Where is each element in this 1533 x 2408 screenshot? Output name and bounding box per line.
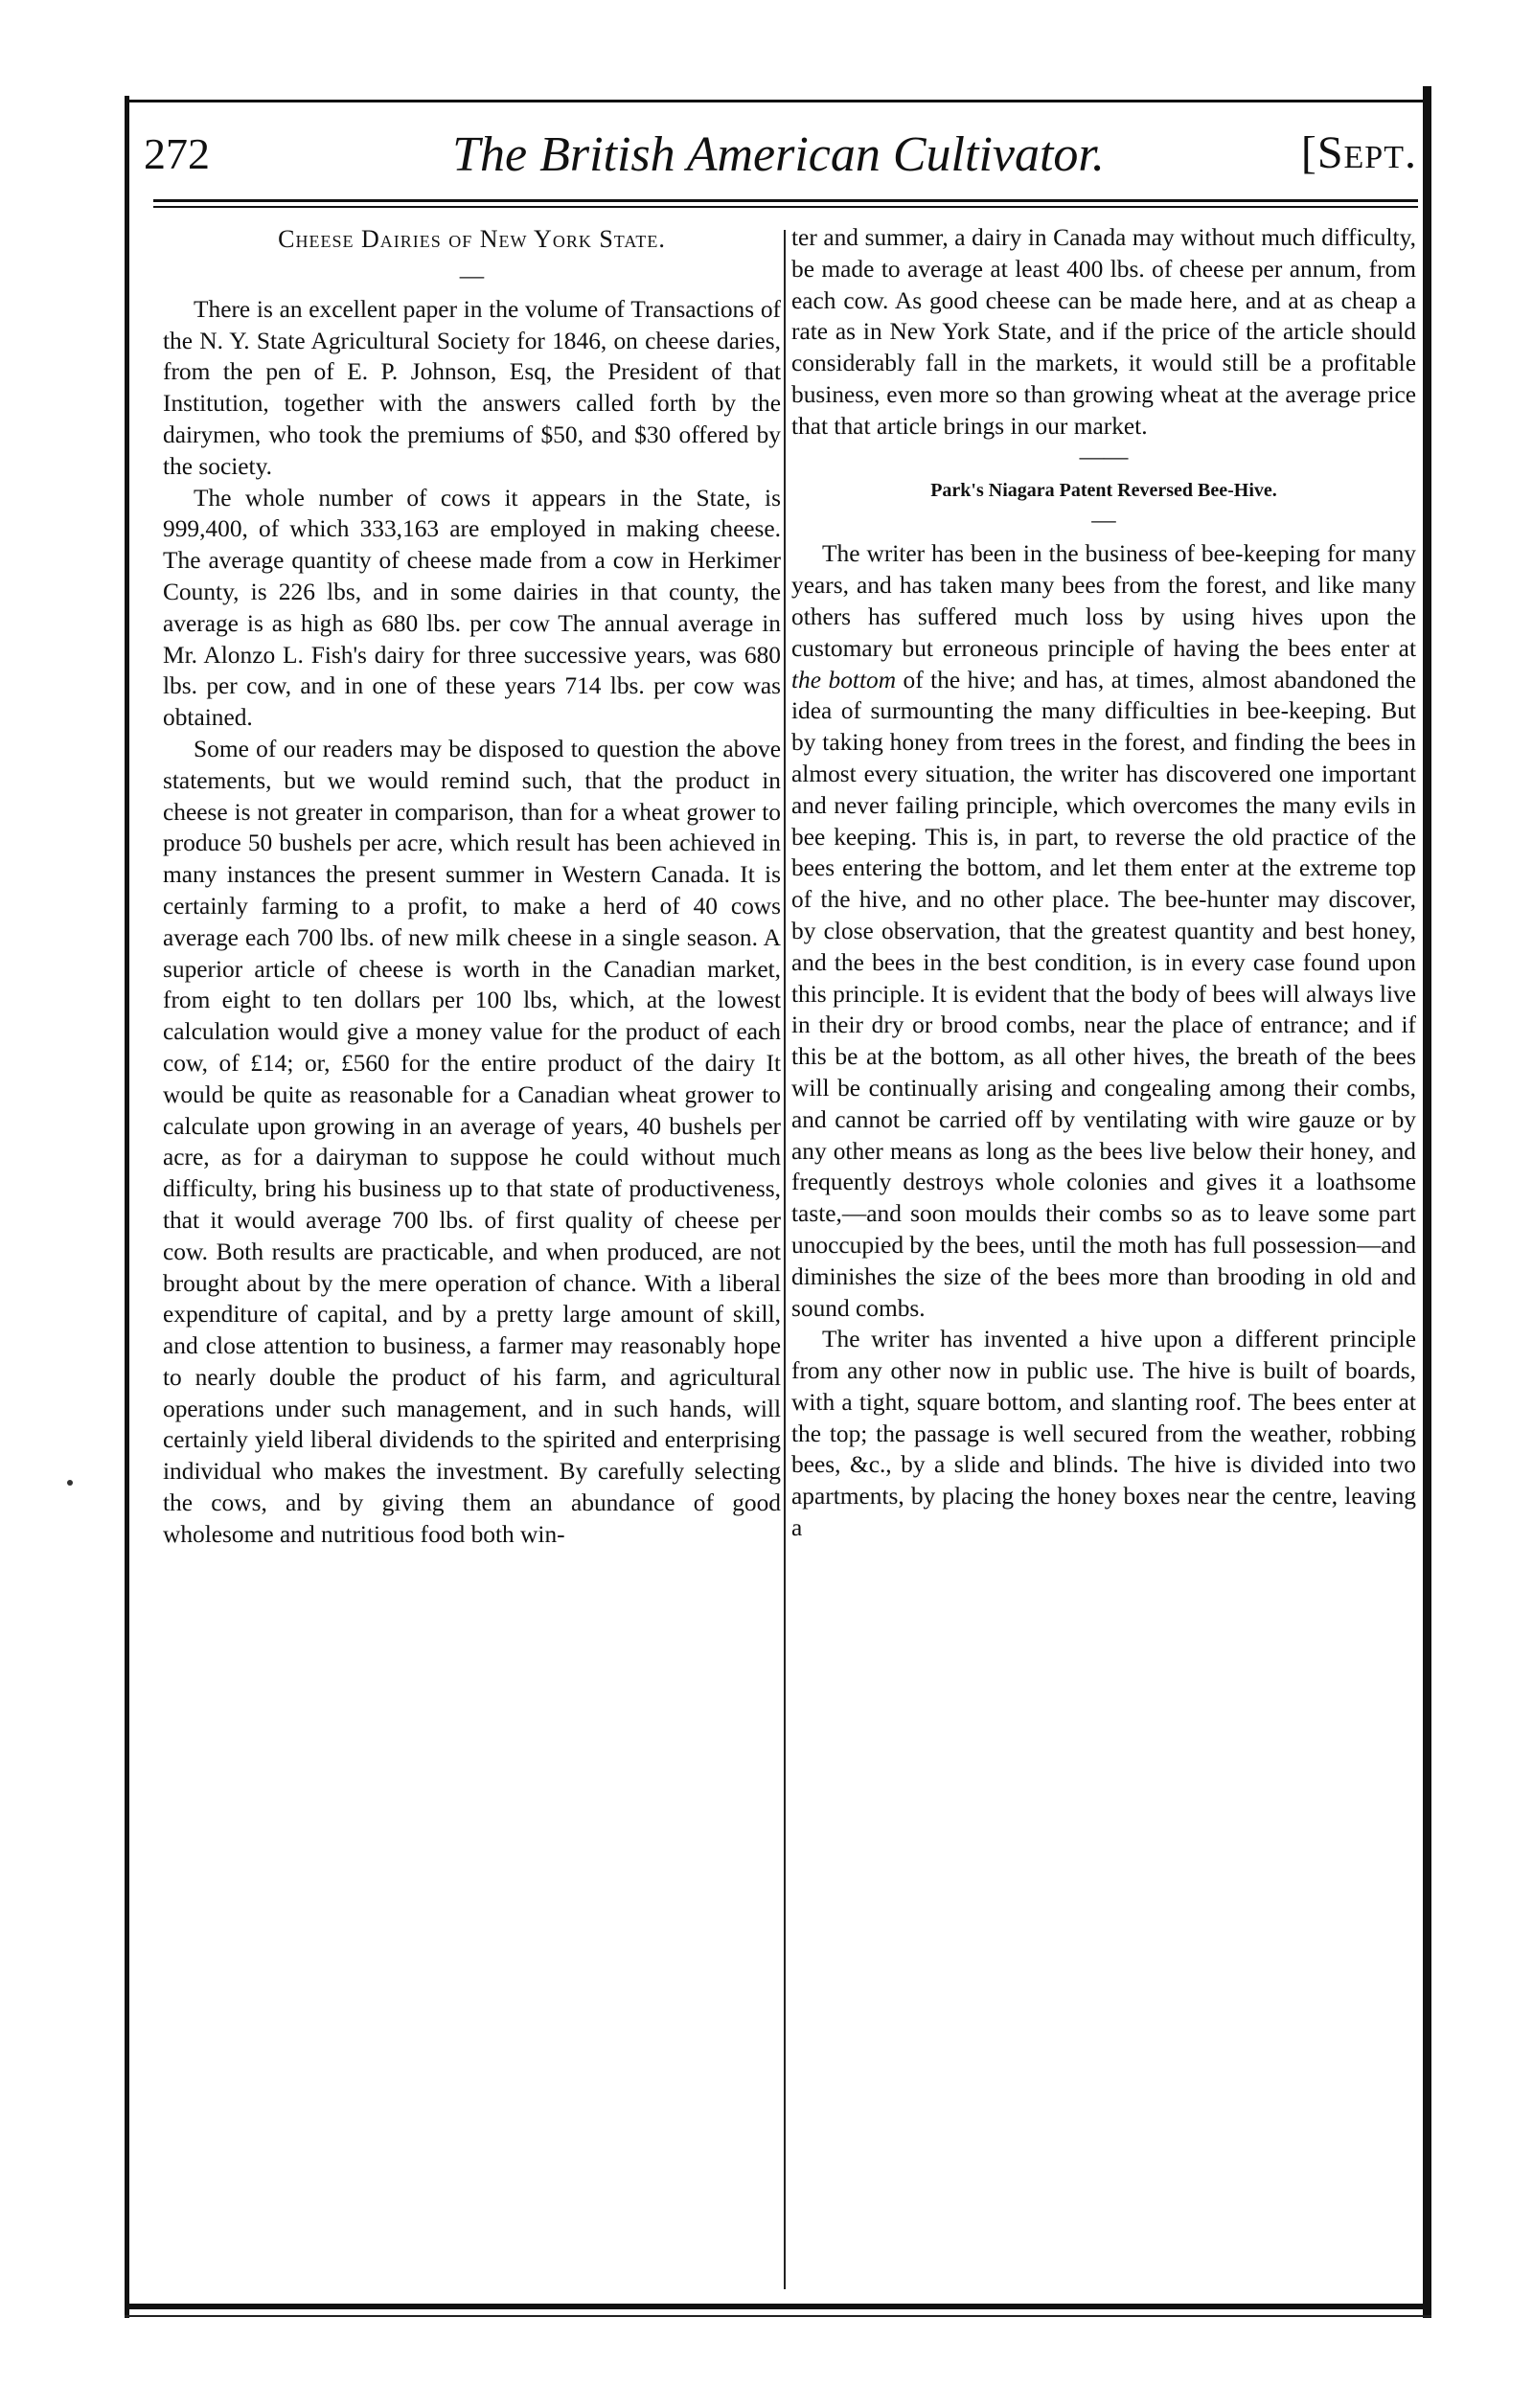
text-run: The writer has been in the business of bee-keeping for many years, and has taken many bees from the forest, and like many others has suffered much loss by using hives upon the customary but erroneous principle of having the bees enter at bbox=[791, 540, 1416, 662]
ink-speck bbox=[67, 1480, 73, 1486]
header-rule-thin bbox=[153, 206, 1418, 208]
title-separator: — bbox=[1091, 507, 1116, 534]
column-divider bbox=[784, 230, 786, 2289]
page-header bbox=[134, 113, 1423, 190]
page-border-right bbox=[1423, 86, 1431, 2318]
paragraph: The whole number of cows it appears in the State, is 999,400, of which 333,163 are employed in making cheese. The average quantity of cheese made from a cow in Herkimer County, is 226 lbs, and in some dairies in that county, the average is as high as 680 lbs. per cow The annual average in Mr. Alonzo L. Fish's dairy for three successive years, was 680 lbs. per cow, and in one of these years 714 lbs. per cow was obtained. bbox=[163, 484, 781, 732]
article-title-cheese: Cheese Dairies of New York State. bbox=[278, 225, 666, 253]
page-border-left bbox=[125, 96, 129, 2318]
text-run: of the hive; and has, at times, almost abandoned the idea of surmounting the many difficulties in bee-keeping. But by taking honey from trees in the forest, and finding the bees in almost every situation, the writer has discovered one important and never failing principle, which overcomes the many evils in bee keeping. This is, in part, to reverse the old practice of the bees entering the bottom, and let them enter at the extreme top of the hive, and no other place. The bee-hunter may discover, by close observation, that the greatest quantity and best honey, and the bees in the best condition, is in every case found upon this principle. It is evident that the body of bees will always live in their dry or brood combs, near the place of entrance; and if this be at the bottom, as all other hives, the breath of the bees will be continually arising and congealing among their combs, and cannot be carried off by ventilating with wire gauze or by any other means as long as the bees live below their honey, and frequently destroys whole colonies and gives it a loathsome taste,—and soon moulds their combs so as to leave some part unoccupied by the bees, until the moth has full possession—and diminishes the size of the bees more than brooding in old and sound combs. bbox=[791, 666, 1416, 1322]
paragraph: The writer has invented a hive upon a different principle from any other now in public use. The hive is built of boards, with a tight, square bottom, and slanting roof. The bees enter at the top; the passage is well secured from the weather, robbing bees, &c., by a slide and blinds. The hive is divided into two apartments, by placing the honey boxes near the centre, leaving a bbox=[791, 1326, 1416, 1542]
section-rule: —— bbox=[1079, 443, 1129, 470]
right-column bbox=[791, 222, 1416, 1544]
page-number: 272 bbox=[144, 129, 210, 178]
paragraph: Some of our readers may be disposed to question the above statements, but we would remind such, that the product in cheese is not greater in comparison, than for a wheat grower to produce 50 bushels per acre, which result has been achieved in many instances the present summer in Western Canada. It is certainly farming to a profit, to make a herd of 40 cows average each 700 lbs. of new milk cheese in a single season. A superior article of cheese is worth in the Canadian market, from eight to ten dollars per 100 lbs, which, at the lowest calculation would give a money value for the product of each cow, of £14; or, £560 for the entire product of the dairy It would be quite as reasonable for a Canadian wheat grower to calculate upon growing in an average of years, 40 bushels per acre, as for a dairyman to suppose he could without much difficulty, bring his business up to that state of productiveness, that it would average 700 lbs. of first quality of cheese per cow. Both results are practicable, and when produced, are not brought about by the mere operation of chance. With a liberal expenditure of capital, and by a pretty large amount of skill, and close attention to business, a farmer may reasonably hope to nearly double the product of his farm, and agricultural operations under such management, and in such hands, will certainly yield liberal dividends to the spirited and enterprising individual who makes the investment. By carefully selecting the cows, and by giving them an abundance of good wholesome and nutritious food both win- bbox=[163, 735, 781, 1548]
italic-text: the bottom bbox=[791, 666, 897, 693]
paragraph bbox=[791, 538, 1416, 1324]
left-column bbox=[163, 222, 781, 1551]
page-border-bottom bbox=[125, 2304, 1431, 2309]
issue-month: [Sept. bbox=[1300, 127, 1417, 178]
journal-title: The British American Cultivator. bbox=[452, 127, 1105, 182]
title-separator: — bbox=[459, 261, 485, 289]
page-border-top bbox=[125, 100, 1431, 102]
paragraph: There is an excellent paper in the volume of Transactions of the N. Y. State Agricultural Society for 1846, on cheese daries, from the pen of E. P. Johnson, Esq, the President of that Institution, together with the answers called forth by the dairymen, who took the premiums of $50, and $30 offered by the society. bbox=[163, 295, 781, 480]
paragraph-continuation: ter and summer, a dairy in Canada may without much difficulty, be made to average at least 400 lbs. of cheese per annum, from each cow. As good cheese can be made here, and at as cheap a rate as in New York State, and if the price of the article should considerably fall in the markets, it would still be a profitable business, even more so than growing wheat at the average price that that article brings in our market. bbox=[791, 224, 1416, 440]
page-border-bottom-thin bbox=[125, 2315, 1431, 2317]
header-rule-thick bbox=[153, 199, 1418, 202]
article-title-bee-hive: Park's Niagara Patent Reversed Bee-Hive. bbox=[930, 479, 1277, 501]
